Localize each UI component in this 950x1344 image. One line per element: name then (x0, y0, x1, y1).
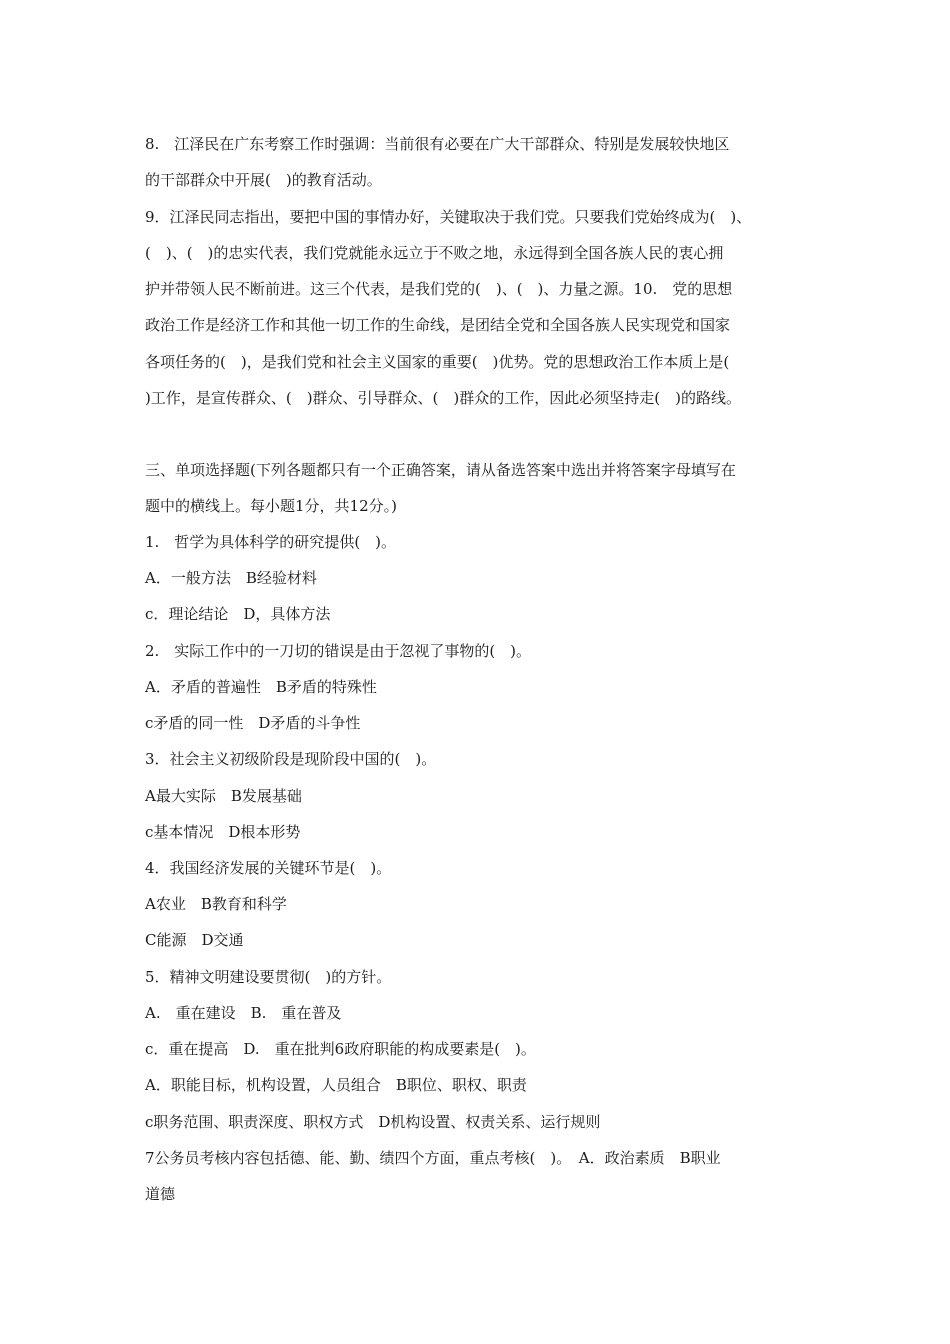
question-text: 3．社会主义初级阶段是现阶段中国的( )。 (145, 750, 437, 768)
text-line: ( )、( )的忠实代表，我们党就能永远立于不败之地，永远得到全国各族人民的衷心拥 (145, 244, 724, 262)
question-text: 4．我国经济发展的关键环节是( )。 (145, 859, 392, 877)
question-text: 1. 哲学为具体科学的研究提供( )。 (145, 533, 397, 551)
answer-options: A．职能目标，机构设置，人员组合 B职位、职权、职责 (145, 1076, 527, 1094)
text-line: )工作，是宣传群众、( )群众、引导群众、( )群众的工作，因此必须坚持走( )的路线。 (145, 389, 741, 407)
answer-options: c．重在提高 D. 重在批判6政府职能的构成要素是( )。 (145, 1040, 536, 1058)
answer-options: A．矛盾的普遍性 B矛盾的特殊性 (145, 678, 377, 696)
answer-options: A农业 B教育和科学 (145, 895, 287, 913)
answer-options: c职务范围、职责深度、职权方式 D机构设置、权责关系、运行规则 (145, 1113, 601, 1131)
answer-options: c基本情况 D根本形势 (145, 823, 301, 841)
question-text: 2. 实际工作中的一刀切的错误是由于忽视了事物的( )。 (145, 642, 532, 660)
text-line: 护并带领人民不断前进。这三个代表，是我们党的( )、( )、力量之源。10. 党的思想 (145, 280, 733, 298)
section-heading: 三、单项选择题(下列各题都只有一个正确答案，请从备选答案中选出并将答案字母填写在 (145, 461, 736, 479)
answer-options: A. 重在建设 B. 重在普及 (145, 1004, 342, 1022)
question-text: 7公务员考核内容包括德、能、勤、绩四个方面，重点考核( )。 A．政治素质 B职业 (145, 1149, 721, 1167)
text-line: 8. 江泽民在广东考察工作时强调：当前很有必要在广大干部群众、特别是发展较快地区 (145, 135, 730, 153)
answer-options: A最大实际 B发展基础 (145, 787, 302, 805)
text-line: 9．江泽民同志指出，要把中国的事情办好，关键取决于我们党。只要我们党始终成为( )、 (145, 208, 752, 226)
answer-options: c．理论结论 D，具体方法 (145, 605, 331, 623)
answer-options: A．一般方法 B经验材料 (145, 569, 317, 587)
text-line: 各项任务的( )，是我们党和社会主义国家的重要( )优势。党的思想政治工作本质上是( (145, 353, 730, 371)
text-line: 政治工作是经济工作和其他一切工作的生命线，是团结全党和全国各族人民实现党和国家 (145, 316, 731, 334)
answer-options: 道德 (145, 1185, 176, 1203)
question-text: 5．精神文明建设要贯彻( )的方针。 (145, 968, 392, 986)
section-heading: 题中的横线上。每小题1分，共12分。) (145, 497, 397, 515)
answer-options: C能源 D交通 (145, 931, 244, 949)
text-line: 的干部群众中开展( )的教育活动。 (145, 171, 382, 189)
answer-options: c矛盾的同一性 D矛盾的斗争性 (145, 714, 361, 732)
